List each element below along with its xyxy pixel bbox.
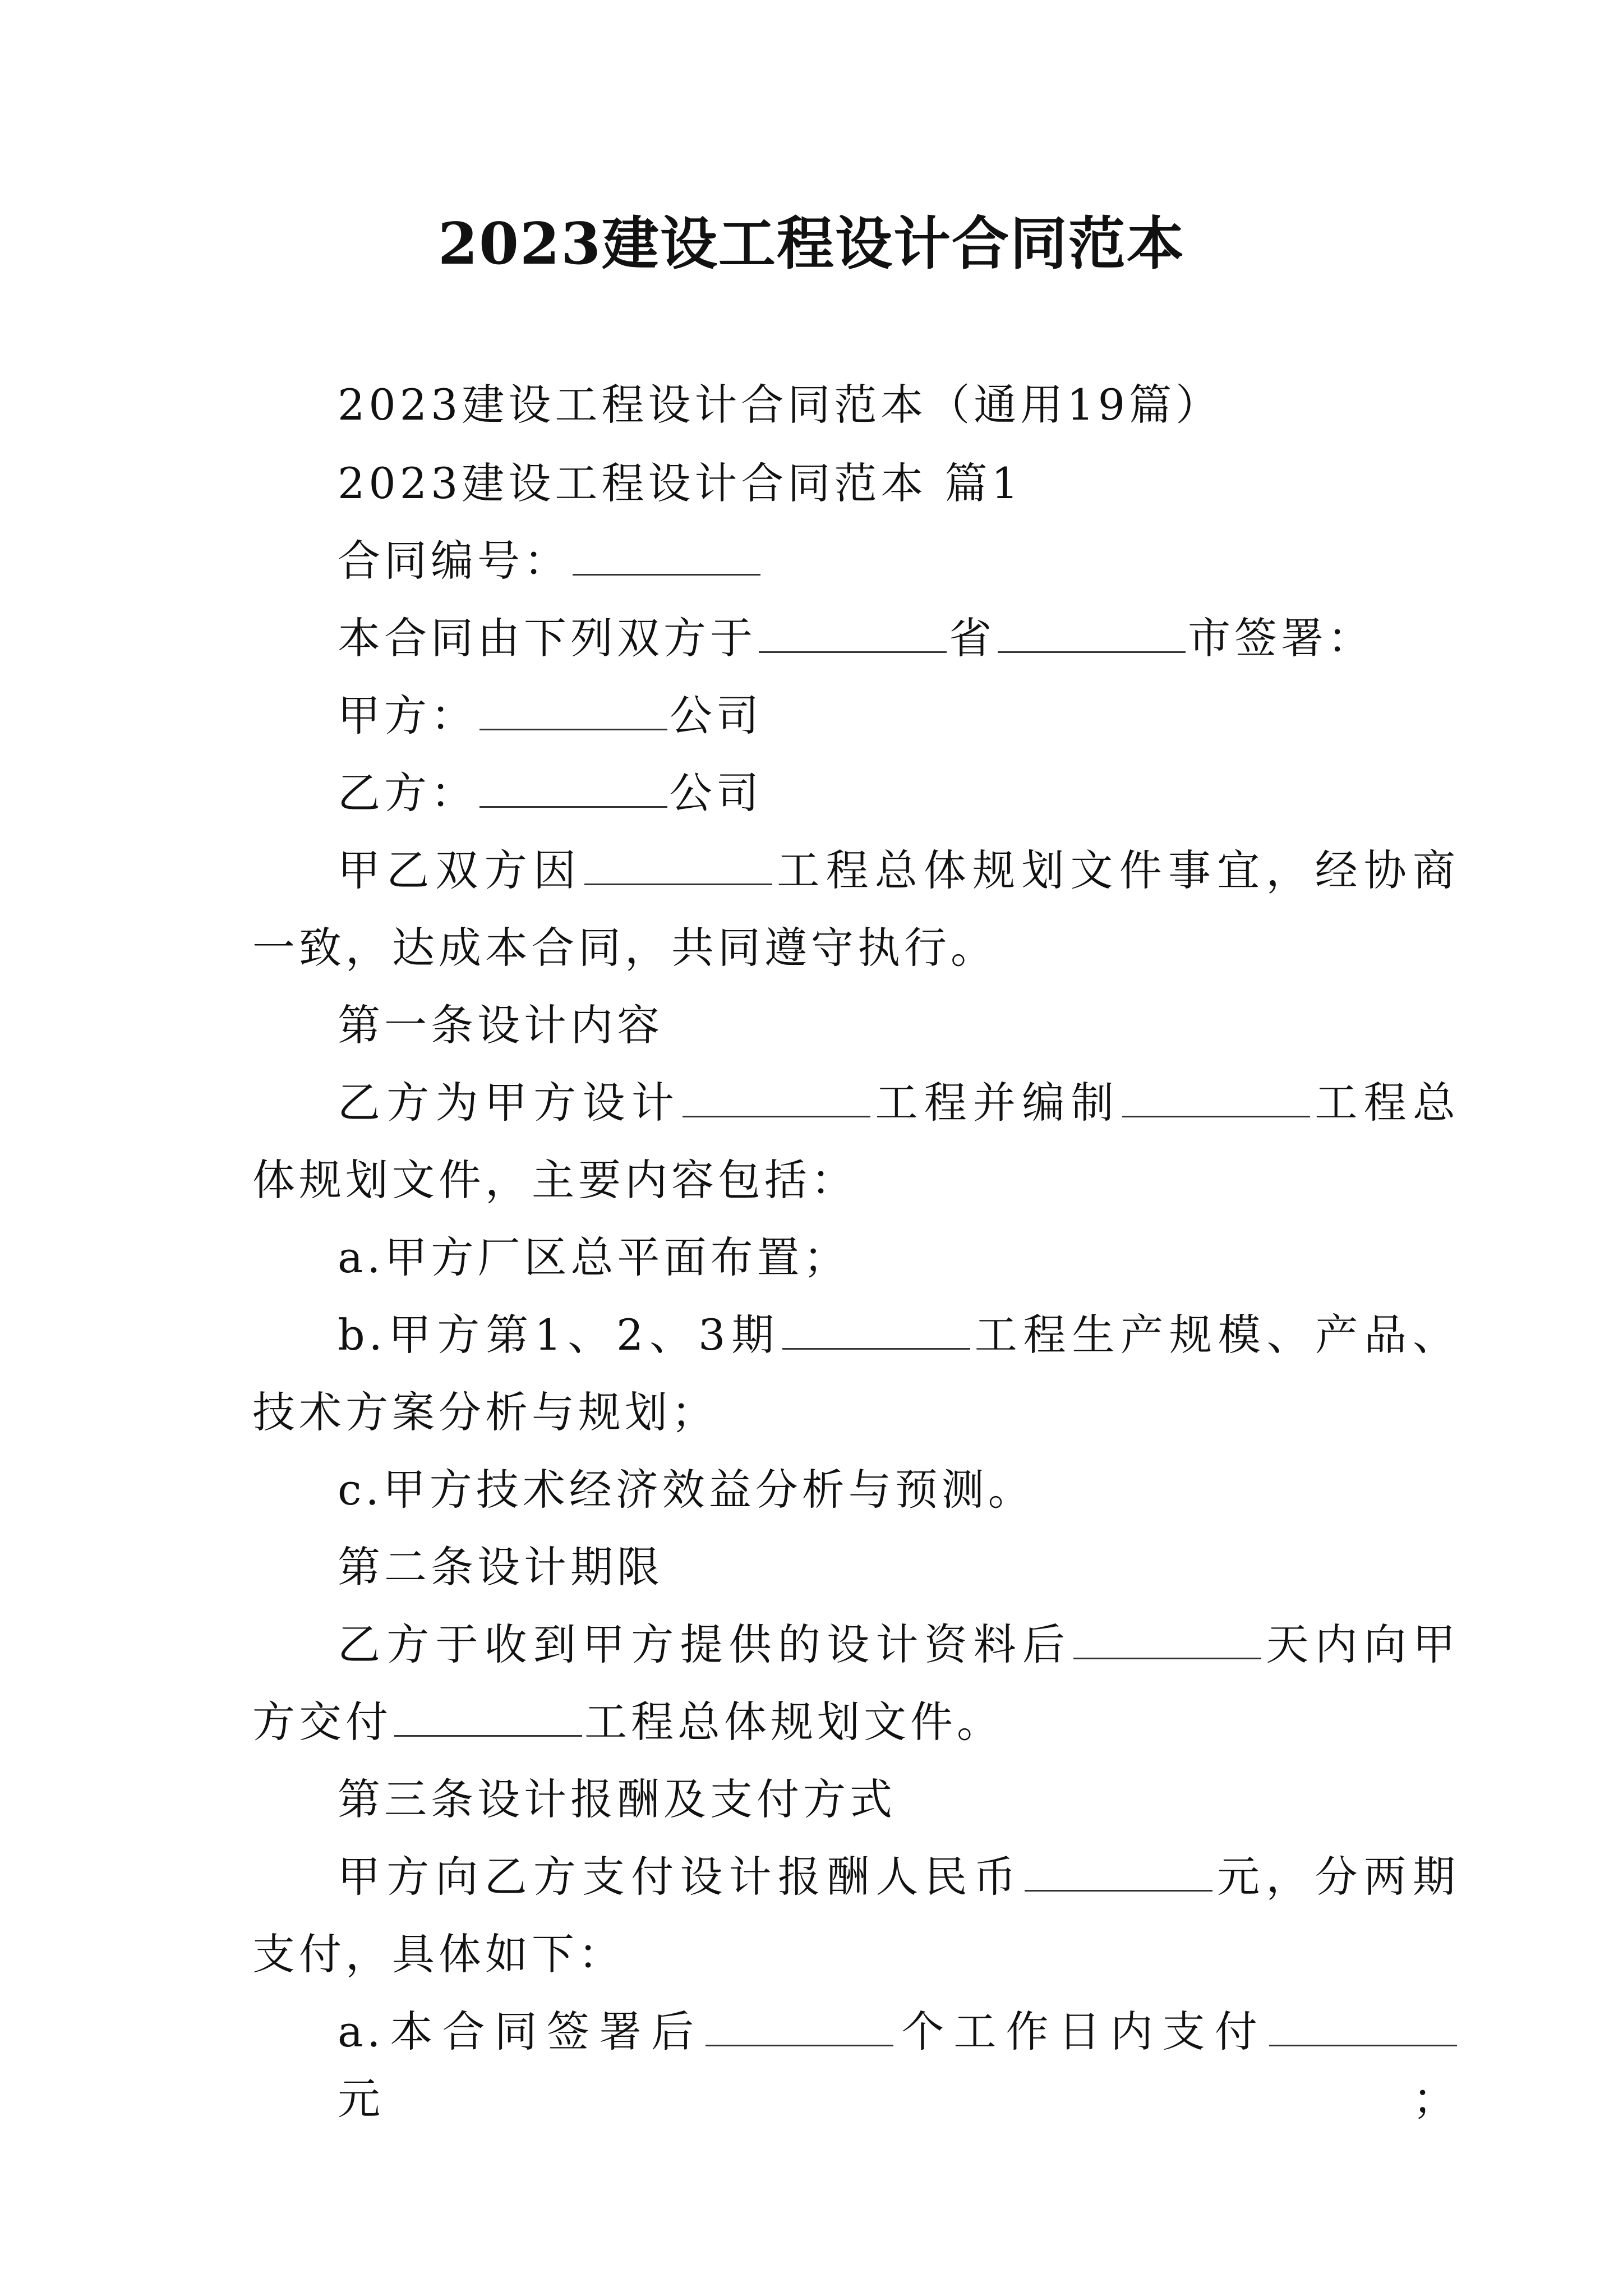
article-3-text-a: 甲方向乙方支付设计报酬人民币	[338, 1852, 1022, 1902]
payment-a-line	[252, 1998, 1459, 2124]
article-2-text-d: 工程总体规划文件。	[584, 1697, 1003, 1747]
purpose-text-a: 甲乙双方因	[338, 845, 583, 895]
subtitle-line	[252, 371, 1459, 439]
article-1-line-2	[252, 1147, 1374, 1214]
article-3-line-1	[252, 1843, 1459, 1911]
party-b-line	[252, 760, 1459, 827]
days-blank	[1073, 1618, 1261, 1659]
section-heading-text: 2023建设工程设计合同范本 篇1	[338, 458, 1022, 508]
party-a-suffix: 公司	[670, 691, 763, 740]
article-1-text-b: 工程并编制	[873, 1078, 1121, 1128]
item-a-text: a.甲方厂区总平面布置；	[338, 1232, 850, 1282]
payment-a-text-c: 元；	[338, 2074, 1459, 2124]
item-b-text-c: 技术方案分析与规划；	[252, 1387, 718, 1437]
city-blank	[998, 612, 1186, 653]
signing-place-text-a: 本合同由下列双方于	[338, 613, 757, 663]
deliver-project-blank	[394, 1696, 582, 1737]
item-b-line-2	[252, 1379, 1374, 1446]
document-title: 2023建设工程设计合同范本	[438, 210, 1185, 278]
contract-number-blank	[573, 535, 760, 576]
party-b-label: 乙方：	[338, 768, 477, 818]
workdays-blank	[706, 2005, 893, 2046]
article-2-text-a: 乙方于收到甲方提供的设计资料后	[338, 1619, 1072, 1669]
phase-project-blank	[782, 1309, 970, 1350]
article-1-line-1	[252, 1069, 1459, 1137]
article-3-title: 第三条设计报酬及支付方式	[338, 1774, 896, 1824]
item-c-line	[252, 1456, 1459, 1524]
article-2-text-c: 方交付	[252, 1697, 392, 1747]
purpose-line-2	[252, 914, 1374, 982]
item-b-line-1	[252, 1301, 1459, 1369]
design-project-blank	[683, 1076, 870, 1117]
first-payment-blank	[1269, 2005, 1457, 2046]
item-b-text-a: b.甲方第1、2、3期	[338, 1310, 780, 1360]
planning-project-blank	[1122, 1076, 1310, 1117]
article-2-line-2	[252, 1688, 1374, 1756]
article-2-heading	[252, 1534, 1459, 1601]
purpose-text-c: 一致，达成本合同，共同遵守执行。	[252, 923, 997, 973]
article-3-text-b: 元，分两期	[1214, 1852, 1460, 1902]
item-a-line	[252, 1224, 1459, 1291]
signing-place-line	[252, 605, 1459, 672]
article-3-heading	[252, 1766, 1459, 1833]
purpose-text-b: 工程总体规划文件事宜，经协商	[774, 845, 1460, 895]
item-c-text: c.甲方技术经济效益分析与预测。	[338, 1465, 1035, 1515]
party-a-label: 甲方：	[338, 691, 477, 740]
payment-a-text-b: 个工作日内支付	[896, 2007, 1267, 2056]
party-b-blank	[479, 767, 667, 808]
item-b-text-b: 工程生产规模、产品、	[972, 1310, 1459, 1360]
subtitle-text: 2023建设工程设计合同范本（通用19篇）	[338, 380, 1223, 430]
article-1-text-a: 乙方为甲方设计	[338, 1078, 681, 1128]
project-name-blank	[584, 844, 772, 885]
purpose-line-1	[252, 837, 1459, 904]
article-3-line-2	[252, 1921, 1374, 1988]
contract-number-label: 合同编号：	[338, 536, 570, 586]
party-a-blank	[479, 689, 667, 730]
article-2-title: 第二条设计期限	[338, 1542, 663, 1592]
article-2-line-1	[252, 1611, 1459, 1678]
article-1-text-d: 体规划文件，主要内容包括：	[252, 1155, 857, 1205]
party-b-suffix: 公司	[670, 768, 763, 818]
section-heading-line	[252, 450, 1459, 517]
signing-place-text-c: 市签署：	[1188, 613, 1374, 663]
article-1-text-c: 工程总	[1312, 1078, 1459, 1128]
province-blank	[759, 612, 947, 653]
party-a-line	[252, 682, 1459, 749]
payment-a-text-a: a.本合同签署后	[338, 2007, 704, 2056]
article-3-text-c: 支付，具体如下：	[252, 1929, 625, 1979]
article-2-text-b: 天内向甲	[1264, 1619, 1460, 1669]
contract-number-line	[252, 527, 1459, 595]
article-1-title: 第一条设计内容	[338, 1000, 663, 1050]
fee-amount-blank	[1025, 1851, 1212, 1892]
article-1-heading	[252, 992, 1459, 1059]
signing-place-text-b: 省	[949, 613, 995, 663]
